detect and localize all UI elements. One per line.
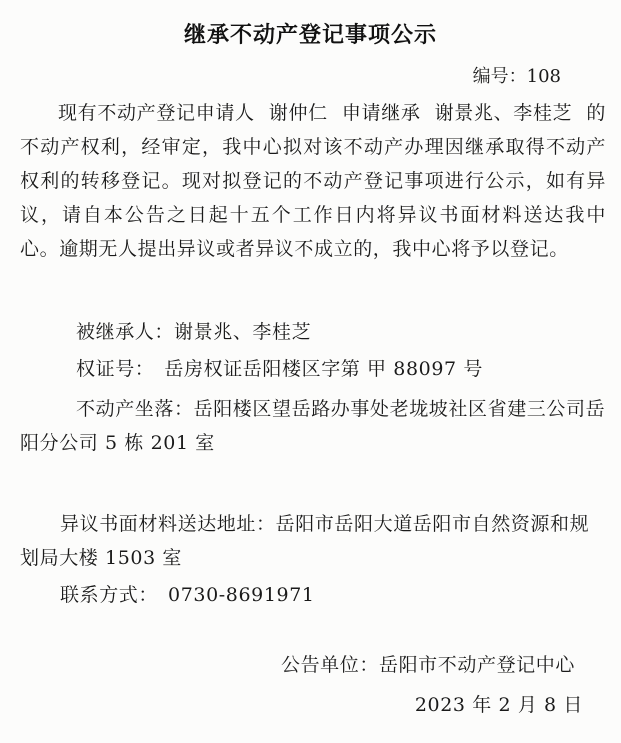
certificate-label: 权证号： [76,358,155,380]
location-label: 不动产坐落： [76,398,194,420]
body-main-text: 的不动产权利，经审定，我中心拟对该不动产办理因继承取得不动产权利的转移登记。现对拟登记的不动产登记事项进行公示，如有异议，请自本公告之日起十五个工作日内将异议书面材料送达我中心。逾期无人提出异议或者异议不成立的，我中心将予以登记。 [20,102,606,260]
applicant-name: 谢仲仁 [268,102,328,124]
document-number [473,62,561,88]
document-title: 继承不动产登记事项公示 [183,23,437,48]
document-number-label: 编号： [472,66,527,87]
document-number-value: 108 [526,66,561,87]
location-value: 岳阳楼区望岳路办事处老垅坡社区省建三公司岳阳分公司 5 栋 201 室 [20,398,606,454]
decedent-row [20,315,606,349]
inherited-from-names: 谢景兆、李桂芝 [434,102,573,124]
contact-row [20,578,606,612]
decedent-label: 被继承人： [76,321,175,343]
contact-value: 0730-8691971 [168,584,315,606]
certificate-value: 岳房权证岳阳楼区字第 甲 88097 号 [164,358,483,380]
certificate-row [20,352,606,386]
issuer-label: 公告单位： [280,654,379,676]
objection-address-value: 岳阳市岳阳大道岳阳市自然资源和规划局大楼 1503 室 [20,513,590,569]
issuer-value: 岳阳市不动产登记中心 [378,654,575,676]
body-intro: 现有不动产登记申请人 [58,102,255,124]
issuer-row [281,650,575,677]
location-row [20,392,606,460]
contact-label: 联系方式： [60,584,159,606]
objection-address-row [20,507,606,575]
notice-date: 2023 年 2 月 8 日 [414,694,583,716]
decedent-value: 谢景兆、李桂芝 [174,321,312,343]
objection-address-label: 异议书面材料送达地址： [60,513,276,535]
body-apply-text: 申请继承 [341,102,421,124]
notice-body [20,96,606,266]
